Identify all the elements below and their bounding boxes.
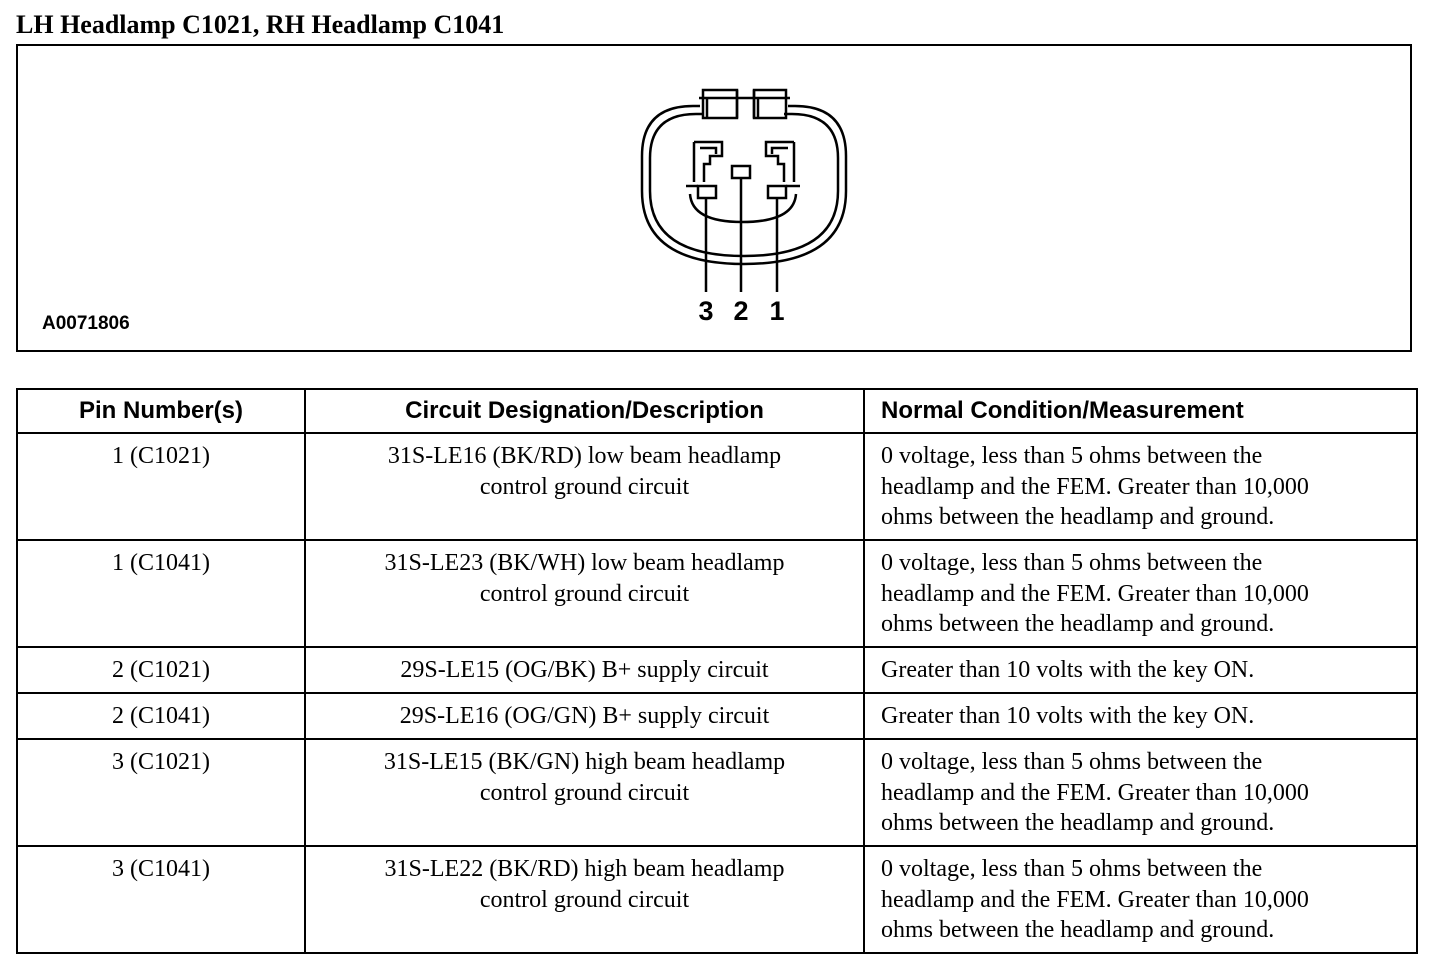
terminal-3 [698,186,716,198]
condition-line: 0 voltage, less than 5 ohms between the [881,856,1263,882]
circuit-line: 31S-LE23 (BK/WH) low beam headlamp [384,550,785,576]
condition-cell [864,540,1417,647]
circuit-line: 29S-LE16 (OG/GN) B+ supply circuit [399,703,770,729]
condition-line: headlamp and the FEM. Greater than 10,000 [881,580,1309,607]
condition-line: headlamp and the FEM. Greater than 10,000 [881,473,1309,500]
pin-cell: 1 (C1041) [17,540,305,647]
circuit-cell [305,647,864,693]
condition-cell [864,693,1417,739]
condition-line: 0 voltage, less than 5 ohms between the [881,749,1263,775]
table-row [17,540,1417,647]
condition-line: Greater than 10 volts with the key ON. [881,657,1255,683]
header-condition: Normal Condition/Measurement [864,389,1417,433]
circuit-cell [305,540,864,647]
pin-label-3: 3 [698,296,714,326]
pin-cell: 3 (C1021) [17,739,305,846]
condition-line: ohms between the headlamp and ground. [881,504,1275,530]
condition-cell [864,433,1417,540]
table-row [17,693,1417,739]
circuit-line: control ground circuit [479,886,690,913]
pin-cell: 2 (C1021) [17,647,305,693]
header-pin-numbers: Pin Number(s) [17,389,305,433]
circuit-line: control ground circuit [479,473,690,500]
figure-id: A0071806 [42,313,130,334]
pin-cell: 3 (C1041) [17,846,305,953]
circuit-line: 31S-LE15 (BK/GN) high beam headlamp [383,749,786,775]
connector-latch [699,90,790,118]
circuit-line: control ground circuit [479,580,690,607]
circuit-line: 31S-LE16 (BK/RD) low beam headlamp [387,443,782,469]
circuit-line: 29S-LE15 (OG/BK) B+ supply circuit [400,657,769,683]
circuit-cell [305,739,864,846]
condition-line: 0 voltage, less than 5 ohms between the [881,443,1263,469]
table-row [17,433,1417,540]
connector-figure [16,44,1412,352]
table-header-row [17,389,1417,433]
terminal-2 [732,166,750,178]
pin-label-1: 1 [769,296,785,326]
condition-line: headlamp and the FEM. Greater than 10,000 [881,886,1309,913]
page-title: LH Headlamp C1021, RH Headlamp C1041 [16,10,505,39]
condition-line: headlamp and the FEM. Greater than 10,000 [881,779,1309,806]
table-row [17,647,1417,693]
pin-table [16,388,1418,954]
connector-diagram [18,46,1410,350]
circuit-line: control ground circuit [479,779,690,806]
condition-line: ohms between the headlamp and ground. [881,917,1275,943]
condition-line: Greater than 10 volts with the key ON. [881,703,1255,729]
circuit-cell [305,846,864,953]
pin-cell: 2 (C1041) [17,693,305,739]
table-row [17,739,1417,846]
condition-cell [864,647,1417,693]
table-row [17,846,1417,953]
circuit-cell [305,693,864,739]
condition-cell [864,846,1417,953]
condition-cell [864,739,1417,846]
pin-label-2: 2 [733,296,749,326]
header-circuit: Circuit Designation/Description [305,389,864,433]
circuit-cell [305,433,864,540]
condition-line: ohms between the headlamp and ground. [881,810,1275,836]
terminal-1 [768,186,786,198]
circuit-line: 31S-LE22 (BK/RD) high beam headlamp [384,856,785,882]
condition-line: 0 voltage, less than 5 ohms between the [881,550,1263,576]
pin-cell: 1 (C1021) [17,433,305,540]
condition-line: ohms between the headlamp and ground. [881,611,1275,637]
